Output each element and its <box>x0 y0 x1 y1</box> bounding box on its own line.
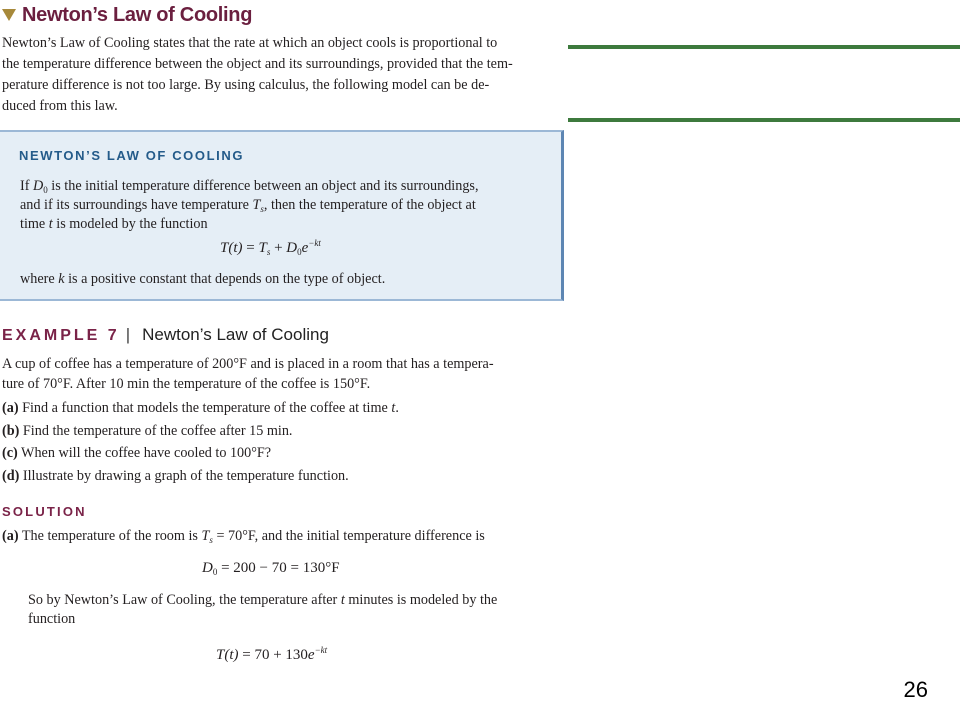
law-formula: $T(t) = T_s + D_0e^{-kt}$ <box>220 238 321 257</box>
triangle-bullet-icon <box>2 9 16 21</box>
solution-line-2: So by Newton’s Law of Cooling, the temperature after t minutes is modeled by the <box>28 592 498 608</box>
intro-line: Newton’s Law of Cooling states that the rate at which an object cools is proportional to <box>2 35 498 51</box>
intro-line: the temperature difference between the object and its surroundings, provided that the tem- <box>2 56 513 72</box>
example-title: Newton’s Law of Cooling <box>142 325 329 344</box>
example-part-d: (d) Illustrate by drawing a graph of the temperature function. <box>2 468 349 484</box>
law-box-line-1: If $D_0$ is the initial temperature difference between an object and its surroundings, <box>20 178 479 195</box>
section-title: Newton’s Law of Cooling <box>22 3 253 26</box>
example-line-2: ture of 70°F. After 10 min the temperature of the coffee is 150°F. <box>2 376 371 392</box>
law-box-footer: where k is a positive constant that depends on the type of object. <box>20 271 386 287</box>
solution-equation-2: $T(t) = 70 + 130e^{-kt}$ <box>216 645 328 663</box>
law-box-line-3: time t is modeled by the function <box>20 216 208 232</box>
example-label: EXAMPLE 7 <box>2 327 120 344</box>
law-box-line-2: and if its surroundings have temperature $T_s$, then the temperature of the object at <box>20 197 476 214</box>
section-heading <box>0 2 252 28</box>
solution-equation-1: $D_0 = 200 - 70 = 130^\circ F$ <box>202 560 340 577</box>
page-number: 26 <box>903 677 928 702</box>
example-separator: | <box>125 325 131 344</box>
solution-line-1: (a) The temperature of the room is $T_s = 70^\circ F$, and the initial temperature difference is <box>2 528 485 545</box>
example-part-b: (b) Find the temperature of the coffee after 15 min. <box>2 423 293 439</box>
example-line-1: A cup of coffee has a temperature of 200°F and is placed in a room that has a tempera- <box>2 356 494 372</box>
solution-line-3: function <box>28 611 76 627</box>
example-part-a: (a) Find a function that models the temperature of the coffee at time t. <box>2 400 399 416</box>
solution-label: SOLUTION <box>2 504 87 519</box>
green-divider-top <box>568 45 960 49</box>
example-part-c: (c) When will the coffee have cooled to 100°F? <box>2 445 272 461</box>
law-definition-box <box>0 130 564 301</box>
intro-line: duced from this law. <box>2 98 118 114</box>
example-heading <box>2 325 329 345</box>
law-box-title: NEWTON’S LAW OF COOLING <box>19 148 245 163</box>
intro-line: perature difference is not too large. By using calculus, the following model can be de- <box>2 77 490 93</box>
green-divider-bottom <box>568 118 960 122</box>
